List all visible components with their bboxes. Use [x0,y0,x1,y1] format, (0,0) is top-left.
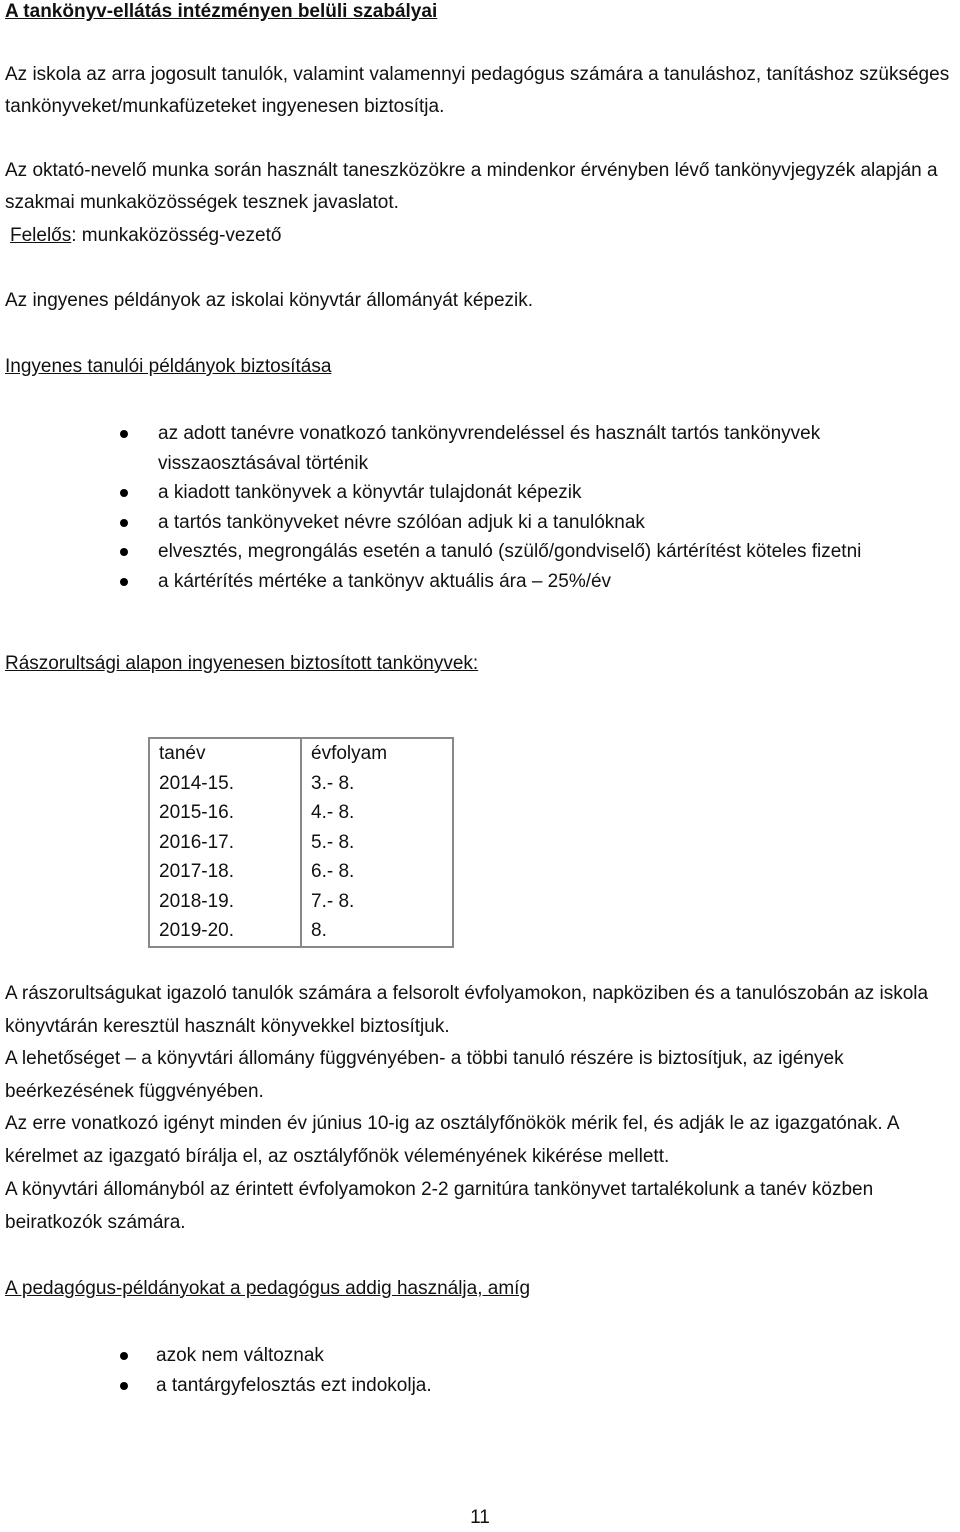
bullet-icon [120,578,128,586]
list-item: a tantárgyfelosztás ezt indokolja. [0,1371,960,1401]
list-item: az adott tanévre vonatkozó tankönyvrendeléssel és használt tartós tankönyvek visszaosztásával történik [0,419,960,478]
table-header-row [149,738,453,769]
bullet-icon [120,548,128,556]
page-title: A tankönyv-ellátás intézményen belüli szabályai [5,1,438,22]
table-cell: 2014-15. [149,769,301,799]
student-copies-list [0,419,960,596]
needs-paragraph-1: A rászorultságukat igazoló tanulók számára a felsorolt évfolyamokon, napköziben és a tanulószobán az iskola könyvtárán keresztül használt könyvekkel biztosítjuk. [5,983,929,1037]
table-cell: 6.- 8. [311,861,355,882]
table-cell: 3.- 8. [311,772,355,794]
page-number: 11 [470,1507,490,1528]
table-row [149,857,453,887]
years-table [148,737,454,948]
table-cell: 2018-19. [149,887,301,917]
list-item: a kiadott tankönyvek a könyvtár tulajdonát képezik [0,478,960,508]
teacher-copies-heading: A pedagógus-példányokat a pedagógus addig használja, amíg [5,1278,531,1299]
table-cell: 7.- 8. [311,890,355,912]
list-item: a kártérítés mértéke a tankönyv aktuális ára – 25%/év [0,567,960,597]
library-stock-paragraph: Az ingyenes példányok az iskolai könyvtár állományát képezik. [5,290,534,311]
table-cell: 4.- 8. [311,802,355,823]
intro-paragraph: Az iskola az arra jogosult tanulók, valamint valamennyi pedagógus számára a tanuláshoz, tanításhoz szükséges tankönyveket/munkafüzeteket ingyenesen biztosítja. [5,64,950,117]
list-item: elvesztés, megrongálás esetén a tanuló (szülő/gondviselő) kártérítést köteles fizetni [0,537,960,567]
teacher-copies-list [0,1341,960,1401]
table-cell: 2016-17. [149,828,301,858]
teaching-tools-paragraph: Az oktató-nevelő munka során használt taneszközökre a mindenkor érvényben lévő tankönyvjegyzék alapján a szakmai munkaközösségek tesznek javaslatot. [5,160,938,213]
table-cell: 2015-16. [149,798,301,828]
table-row [149,887,453,917]
list-item: azok nem változnak [0,1341,960,1371]
table-cell: 5.- 8. [311,831,355,853]
bullet-icon [120,519,128,527]
needs-based-heading: Rászorultsági alapon ingyenesen biztosított tankönyvek: [5,653,479,674]
bullet-icon [120,430,128,438]
table-row [149,916,453,947]
table-cell: 8. [311,920,327,941]
bullet-icon [120,1352,128,1360]
bullet-icon [120,489,128,497]
list-item: a tartós tankönyveket névre szólóan adjuk ki a tanulóknak [0,508,960,538]
table-header-cell: tanév [149,738,301,769]
needs-paragraph-2: A lehetőséget – a könyvtári állomány függvényében- a többi tanuló részére is biztosítjuk, az igények beérkezésének függvényében. [5,1048,844,1102]
student-copies-heading: Ingyenes tanulói példányok biztosítása [5,356,332,377]
table-row [149,828,453,858]
needs-paragraph-3: Az erre vonatkozó igényt minden év június 10-ig az osztályfőnökök mérik fel, és adják le az igazgatónak. A kérelmet az igazgató bírálja el, az osztályfőnök véleményének kikérése mellett. [5,1113,899,1167]
needs-paragraph-4: A könyvtári állományból az érintett évfolyamokon 2-2 garnitúra tankönyvet tartalékolunk a tanév közben beiratkozók számára. [5,1179,874,1233]
table-cell: 2019-20. [149,916,301,947]
table-row [149,769,453,799]
table-row [149,798,453,828]
bullet-icon [120,1382,128,1390]
table-cell: 2017-18. [149,857,301,887]
responsible-value: : munkaközösség-vezető [71,225,282,246]
responsible-line [5,220,955,252]
table-header-cell: évfolyam [311,743,388,764]
responsible-label: Felelős [10,225,72,246]
